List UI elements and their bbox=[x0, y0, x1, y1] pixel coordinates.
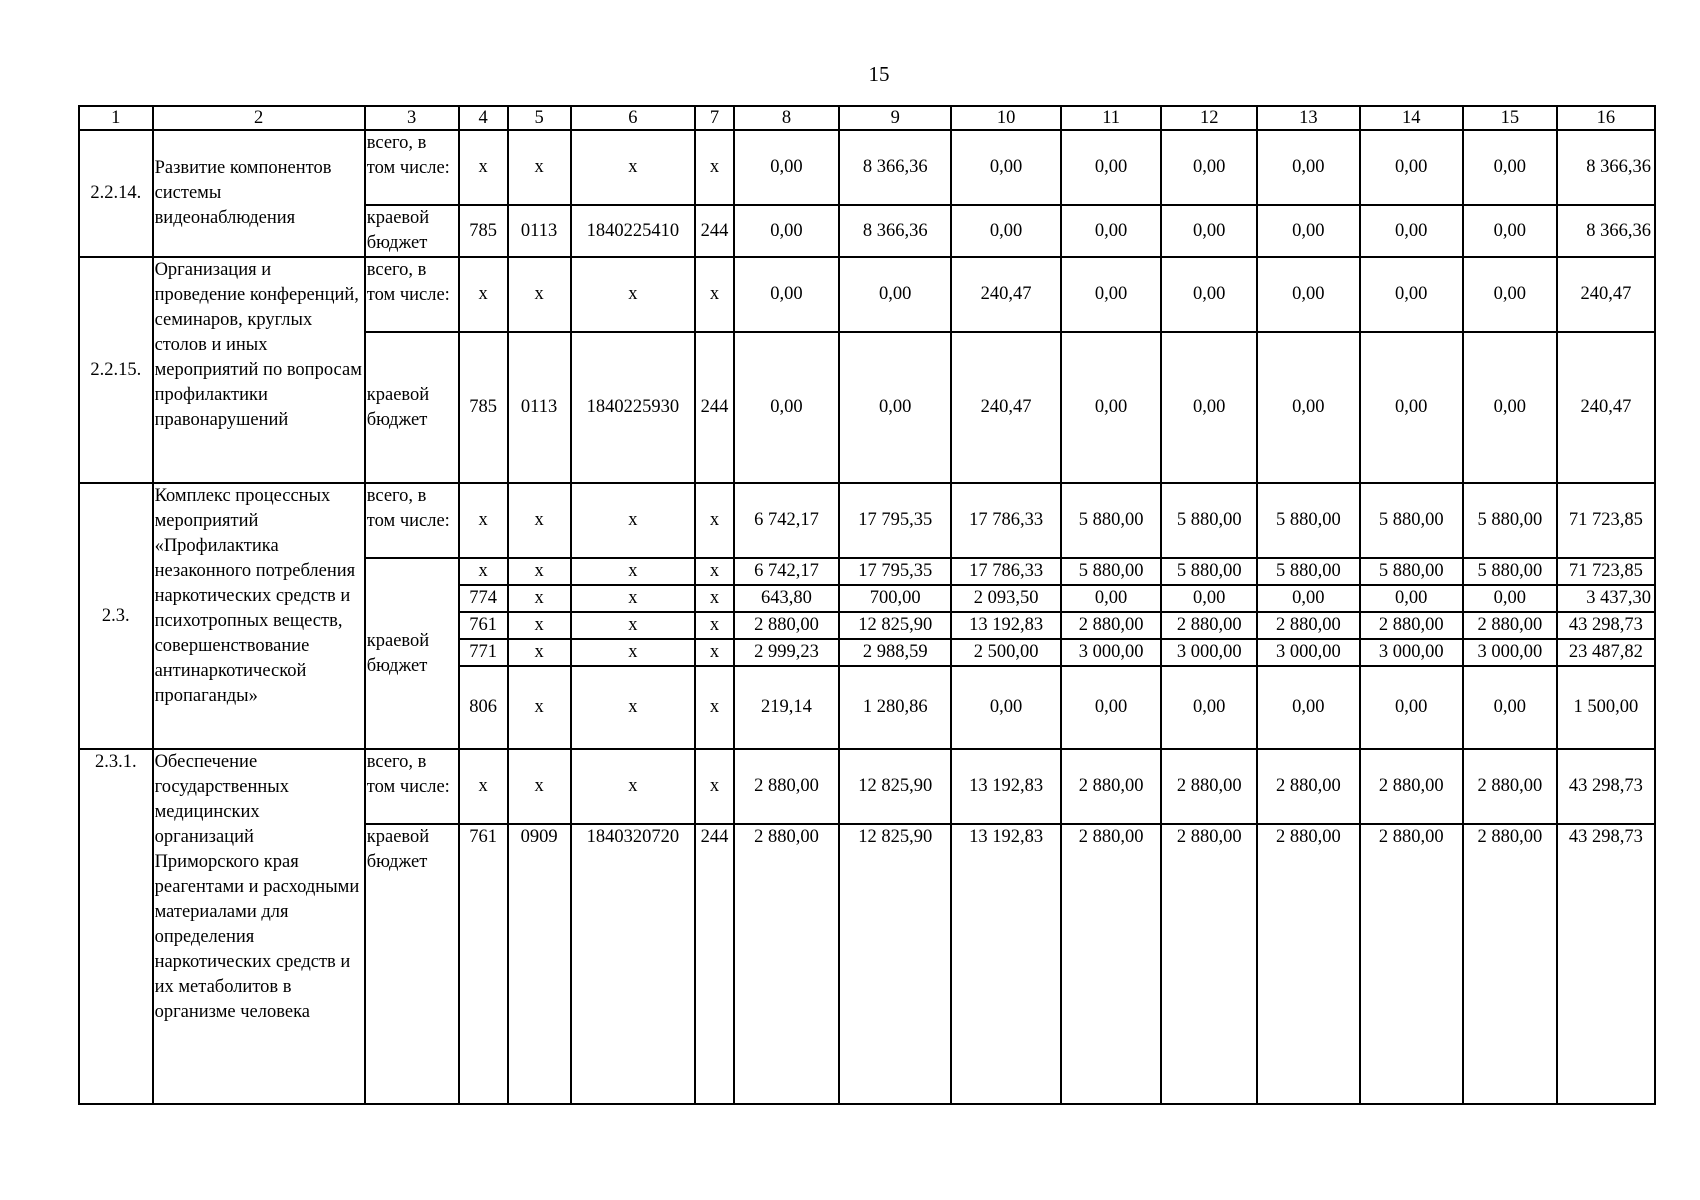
source-label: всего, в том числе: bbox=[365, 257, 459, 332]
item-name: Комплекс процессных мероприятий «Профилактика незаконного потребления наркотических средств и психотропных веществ, совершенствование антинаркотической пропаганды» bbox=[153, 483, 365, 749]
item-name: Развитие компонентов системы видеонаблюдения bbox=[153, 130, 365, 257]
cell-c5: 0113 bbox=[508, 332, 571, 483]
amount-total: 240,47 bbox=[1557, 332, 1655, 483]
amount-cell: 0,00 bbox=[734, 257, 840, 332]
amount-cell: 5 880,00 bbox=[1061, 483, 1161, 558]
amount-cell: 0,00 bbox=[734, 130, 840, 205]
cell-c4: 806 bbox=[459, 666, 508, 749]
cell-c5: х bbox=[508, 612, 571, 639]
header-cell: 12 bbox=[1161, 106, 1257, 130]
amount-cell: 13 192,83 bbox=[951, 824, 1061, 1104]
amount-cell: 2 880,00 bbox=[1360, 612, 1463, 639]
header-row bbox=[79, 106, 1655, 130]
amount-cell: 0,00 bbox=[1360, 585, 1463, 612]
cell-c4: 774 bbox=[459, 585, 508, 612]
item-name: Организация и проведение конференций, семинаров, круглых столов и иных мероприятий по вопросам профилактики правонарушений bbox=[153, 257, 365, 483]
header-cell: 6 bbox=[571, 106, 696, 130]
amount-cell: 2 880,00 bbox=[1257, 612, 1359, 639]
amount-cell: 2 880,00 bbox=[1257, 749, 1359, 824]
amount-cell: 0,00 bbox=[1463, 332, 1557, 483]
page-number: 15 bbox=[868, 62, 890, 86]
amount-total: 23 487,82 bbox=[1557, 639, 1655, 666]
cell-c4: х bbox=[459, 749, 508, 824]
amount-cell: 0,00 bbox=[1463, 666, 1557, 749]
amount-cell: 219,14 bbox=[734, 666, 840, 749]
amount-cell: 0,00 bbox=[1360, 666, 1463, 749]
header-cell: 16 bbox=[1557, 106, 1655, 130]
amount-cell: 700,00 bbox=[839, 585, 951, 612]
cell-c4: х bbox=[459, 130, 508, 205]
amount-cell: 17 795,35 bbox=[839, 483, 951, 558]
cell-c7: х bbox=[695, 749, 733, 824]
header-cell: 5 bbox=[508, 106, 571, 130]
cell-c5: 0909 bbox=[508, 824, 571, 1104]
amount-cell: 0,00 bbox=[1161, 585, 1257, 612]
amount-cell: 2 880,00 bbox=[1360, 824, 1463, 1104]
amount-cell: 0,00 bbox=[734, 332, 840, 483]
cell-c6: х bbox=[571, 257, 696, 332]
amount-cell: 5 880,00 bbox=[1360, 558, 1463, 585]
amount-cell: 0,00 bbox=[1360, 130, 1463, 205]
source-label: краевой бюджет bbox=[365, 824, 459, 1104]
cell-c6: х bbox=[571, 666, 696, 749]
amount-cell: 2 093,50 bbox=[951, 585, 1061, 612]
amount-cell: 17 786,33 bbox=[951, 483, 1061, 558]
cell-c5: х bbox=[508, 257, 571, 332]
cell-c4: х bbox=[459, 483, 508, 558]
amount-cell: 3 000,00 bbox=[1161, 639, 1257, 666]
amount-cell: 2 988,59 bbox=[839, 639, 951, 666]
amount-cell: 240,47 bbox=[951, 257, 1061, 332]
cell-c5: х bbox=[508, 749, 571, 824]
amount-cell: 0,00 bbox=[1360, 257, 1463, 332]
amount-cell: 17 786,33 bbox=[951, 558, 1061, 585]
amount-cell: 0,00 bbox=[951, 205, 1061, 257]
cell-c5: х bbox=[508, 666, 571, 749]
cell-c7: х bbox=[695, 639, 733, 666]
amount-cell: 0,00 bbox=[951, 666, 1061, 749]
header-cell: 14 bbox=[1360, 106, 1463, 130]
header-cell: 15 bbox=[1463, 106, 1557, 130]
item-code: 2.2.15. bbox=[79, 257, 153, 483]
source-label: всего, в том числе: bbox=[365, 130, 459, 205]
budget-table bbox=[78, 105, 1656, 1105]
cell-c6: х bbox=[571, 585, 696, 612]
amount-cell: 0,00 bbox=[1360, 205, 1463, 257]
amount-total: 71 723,85 bbox=[1557, 483, 1655, 558]
cell-c5: х bbox=[508, 639, 571, 666]
source-label: краевой бюджет bbox=[365, 332, 459, 483]
amount-cell: 2 500,00 bbox=[951, 639, 1061, 666]
amount-cell: 3 000,00 bbox=[1061, 639, 1161, 666]
amount-cell: 0,00 bbox=[1061, 666, 1161, 749]
cell-c4: х bbox=[459, 257, 508, 332]
cell-c6: х bbox=[571, 612, 696, 639]
cell-c6: 1840225930 bbox=[571, 332, 696, 483]
amount-total: 71 723,85 bbox=[1557, 558, 1655, 585]
amount-cell: 5 880,00 bbox=[1161, 558, 1257, 585]
header-cell: 2 bbox=[153, 106, 365, 130]
header-cell: 7 bbox=[695, 106, 733, 130]
amount-cell: 3 000,00 bbox=[1257, 639, 1359, 666]
amount-cell: 0,00 bbox=[1463, 205, 1557, 257]
amount-total: 43 298,73 bbox=[1557, 824, 1655, 1104]
amount-cell: 2 880,00 bbox=[734, 824, 840, 1104]
amount-cell: 6 742,17 bbox=[734, 558, 840, 585]
amount-cell: 0,00 bbox=[1257, 130, 1359, 205]
item-code: 2.2.14. bbox=[79, 130, 153, 257]
cell-c7: х bbox=[695, 558, 733, 585]
cell-c6: х bbox=[571, 639, 696, 666]
amount-cell: 5 880,00 bbox=[1257, 558, 1359, 585]
cell-c6: х bbox=[571, 749, 696, 824]
amount-cell: 0,00 bbox=[1061, 257, 1161, 332]
amount-cell: 0,00 bbox=[1161, 332, 1257, 483]
amount-cell: 2 880,00 bbox=[1463, 749, 1557, 824]
header-cell: 8 bbox=[734, 106, 840, 130]
header-cell: 10 bbox=[951, 106, 1061, 130]
cell-c7: х bbox=[695, 257, 733, 332]
cell-c7: 244 bbox=[695, 205, 733, 257]
table-row bbox=[79, 483, 1655, 558]
amount-cell: 0,00 bbox=[1257, 666, 1359, 749]
amount-total: 1 500,00 bbox=[1557, 666, 1655, 749]
table-row bbox=[79, 130, 1655, 205]
header-cell: 9 bbox=[839, 106, 951, 130]
amount-cell: 8 366,36 bbox=[839, 205, 951, 257]
cell-c7: х bbox=[695, 612, 733, 639]
amount-total: 8 366,36 bbox=[1557, 205, 1655, 257]
amount-cell: 2 880,00 bbox=[1061, 749, 1161, 824]
cell-c6: х bbox=[571, 558, 696, 585]
cell-c4: 761 bbox=[459, 824, 508, 1104]
cell-c6: 1840225410 bbox=[571, 205, 696, 257]
cell-c7: х bbox=[695, 666, 733, 749]
table-row bbox=[79, 749, 1655, 824]
cell-c7: х bbox=[695, 483, 733, 558]
amount-cell: 0,00 bbox=[1360, 332, 1463, 483]
source-label: всего, в том числе: bbox=[365, 749, 459, 824]
amount-cell: 2 880,00 bbox=[734, 749, 840, 824]
amount-total: 43 298,73 bbox=[1557, 612, 1655, 639]
amount-total: 43 298,73 bbox=[1557, 749, 1655, 824]
amount-cell: 0,00 bbox=[839, 257, 951, 332]
cell-c5: х bbox=[508, 558, 571, 585]
cell-c4: 785 bbox=[459, 205, 508, 257]
amount-cell: 1 280,86 bbox=[839, 666, 951, 749]
amount-cell: 0,00 bbox=[1161, 257, 1257, 332]
item-code: 2.3. bbox=[79, 483, 153, 749]
item-name: Обеспечение государственных медицинских организаций Приморского края реагентами и расходными материалами для определения наркотических средств и их метаболитов в организме человека bbox=[153, 749, 365, 1104]
amount-cell: 2 880,00 bbox=[1463, 824, 1557, 1104]
amount-cell: 0,00 bbox=[839, 332, 951, 483]
amount-cell: 0,00 bbox=[1061, 332, 1161, 483]
cell-c4: 771 bbox=[459, 639, 508, 666]
amount-cell: 2 880,00 bbox=[1257, 824, 1359, 1104]
amount-cell: 0,00 bbox=[1061, 205, 1161, 257]
amount-cell: 6 742,17 bbox=[734, 483, 840, 558]
amount-cell: 5 880,00 bbox=[1161, 483, 1257, 558]
amount-cell: 0,00 bbox=[1257, 257, 1359, 332]
amount-cell: 12 825,90 bbox=[839, 824, 951, 1104]
amount-cell: 2 999,23 bbox=[734, 639, 840, 666]
header-cell: 4 bbox=[459, 106, 508, 130]
cell-c5: х bbox=[508, 130, 571, 205]
amount-cell: 2 880,00 bbox=[1061, 612, 1161, 639]
amount-cell: 13 192,83 bbox=[951, 612, 1061, 639]
amount-cell: 17 795,35 bbox=[839, 558, 951, 585]
amount-cell: 0,00 bbox=[1257, 205, 1359, 257]
header-cell: 3 bbox=[365, 106, 459, 130]
amount-cell: 0,00 bbox=[951, 130, 1061, 205]
cell-c5: х bbox=[508, 585, 571, 612]
amount-cell: 0,00 bbox=[1161, 130, 1257, 205]
table-row bbox=[79, 257, 1655, 332]
amount-cell: 8 366,36 bbox=[839, 130, 951, 205]
cell-c4: х bbox=[459, 558, 508, 585]
amount-cell: 5 880,00 bbox=[1257, 483, 1359, 558]
header-cell: 11 bbox=[1061, 106, 1161, 130]
amount-cell: 5 880,00 bbox=[1061, 558, 1161, 585]
amount-cell: 0,00 bbox=[1257, 585, 1359, 612]
cell-c5: х bbox=[508, 483, 571, 558]
amount-total: 240,47 bbox=[1557, 257, 1655, 332]
amount-cell: 5 880,00 bbox=[1360, 483, 1463, 558]
amount-cell: 0,00 bbox=[1161, 666, 1257, 749]
amount-cell: 5 880,00 bbox=[1463, 558, 1557, 585]
source-label: всего, в том числе: bbox=[365, 483, 459, 558]
amount-cell: 2 880,00 bbox=[1463, 612, 1557, 639]
cell-c7: х bbox=[695, 585, 733, 612]
cell-c6: х bbox=[571, 130, 696, 205]
amount-total: 3 437,30 bbox=[1557, 585, 1655, 612]
amount-cell: 0,00 bbox=[1257, 332, 1359, 483]
amount-cell: 3 000,00 bbox=[1360, 639, 1463, 666]
amount-cell: 12 825,90 bbox=[839, 749, 951, 824]
source-label: краевой бюджет bbox=[365, 558, 459, 749]
header-cell: 1 bbox=[79, 106, 153, 130]
amount-cell: 643,80 bbox=[734, 585, 840, 612]
amount-cell: 2 880,00 bbox=[1161, 612, 1257, 639]
amount-cell: 0,00 bbox=[734, 205, 840, 257]
amount-cell: 12 825,90 bbox=[839, 612, 951, 639]
header-cell: 13 bbox=[1257, 106, 1359, 130]
amount-total: 8 366,36 bbox=[1557, 130, 1655, 205]
cell-c4: 785 bbox=[459, 332, 508, 483]
amount-cell: 5 880,00 bbox=[1463, 483, 1557, 558]
amount-cell: 13 192,83 bbox=[951, 749, 1061, 824]
amount-cell: 0,00 bbox=[1161, 205, 1257, 257]
amount-cell: 2 880,00 bbox=[1161, 749, 1257, 824]
item-code: 2.3.1. bbox=[79, 749, 153, 1104]
cell-c7: 244 bbox=[695, 332, 733, 483]
amount-cell: 2 880,00 bbox=[1061, 824, 1161, 1104]
amount-cell: 0,00 bbox=[1463, 257, 1557, 332]
amount-cell: 3 000,00 bbox=[1463, 639, 1557, 666]
amount-cell: 0,00 bbox=[1061, 130, 1161, 205]
amount-cell: 240,47 bbox=[951, 332, 1061, 483]
amount-cell: 2 880,00 bbox=[1360, 749, 1463, 824]
cell-c6: 1840320720 bbox=[571, 824, 696, 1104]
cell-c7: х bbox=[695, 130, 733, 205]
amount-cell: 0,00 bbox=[1463, 130, 1557, 205]
source-label: краевой бюджет bbox=[365, 205, 459, 257]
cell-c4: 761 bbox=[459, 612, 508, 639]
amount-cell: 0,00 bbox=[1061, 585, 1161, 612]
cell-c6: х bbox=[571, 483, 696, 558]
cell-c5: 0113 bbox=[508, 205, 571, 257]
amount-cell: 2 880,00 bbox=[734, 612, 840, 639]
amount-cell: 2 880,00 bbox=[1161, 824, 1257, 1104]
amount-cell: 0,00 bbox=[1463, 585, 1557, 612]
cell-c7: 244 bbox=[695, 824, 733, 1104]
